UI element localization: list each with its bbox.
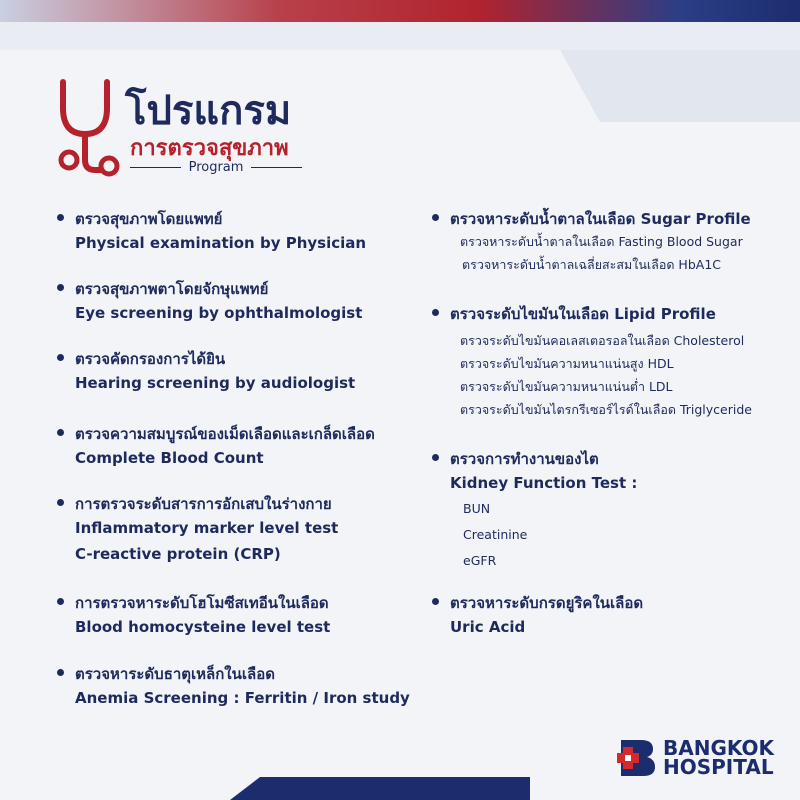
program-rule-right: [251, 167, 302, 168]
page-title: โปรแกรม: [125, 88, 292, 134]
item-title: ตรวจหาระดับน้ำตาลในเลือด Sugar Profile: [450, 210, 751, 228]
item-title: ตรวจระดับไขมันในเลือด Lipid Profile: [450, 305, 716, 323]
item-english: Complete Blood Count: [75, 449, 264, 467]
bullet: [57, 214, 64, 221]
item-english: Kidney Function Test :: [450, 474, 638, 492]
list-item-sugar: [450, 208, 751, 276]
bullet: [57, 598, 64, 605]
logo-line1: BANGKOK: [663, 736, 774, 760]
list-item: [75, 423, 375, 471]
sub-item: ตรวจระดับไขมันความหนาแน่นต่ำ LDL: [460, 379, 673, 394]
sub-item: ตรวจหาระดับน้ำตาลเฉลี่ยสะสมในเลือด HbA1C: [462, 257, 722, 272]
bullet: [432, 214, 439, 221]
list-item: [75, 663, 410, 711]
bangkok-hospital-logo-icon: [617, 738, 657, 778]
item-english: Inflammatory marker level test: [75, 519, 339, 537]
item-thai: ตรวจสุขภาพตาโดยจักษุแพทย์: [75, 280, 269, 298]
item-title: ตรวจการทำงานของไต: [450, 450, 599, 468]
list-item-kidney: [450, 448, 637, 574]
list-item: [75, 493, 338, 567]
program-label: [130, 160, 302, 175]
sub-item: ตรวจระดับไขมันไตรกรีเซอร์ไรด์ในเลือด Triglyceride: [460, 402, 752, 417]
bullet: [57, 354, 64, 361]
bullet: [57, 499, 64, 506]
item-english: Blood homocysteine level test: [75, 618, 331, 636]
program-rule-left: [130, 167, 181, 168]
sub-item: BUN: [463, 501, 491, 516]
list-item: [75, 278, 362, 326]
item-english: Uric Acid: [450, 618, 526, 636]
bullet: [432, 598, 439, 605]
page-subtitle: การตรวจสุขภาพ: [130, 136, 289, 161]
item-english: Eye screening by ophthalmologist: [75, 304, 363, 322]
item-thai: การตรวจหาระดับโฮโมซีสเทอีนในเลือด: [75, 594, 329, 612]
item-thai: ตรวจความสมบูรณ์ของเม็ดเลือดและเกล็ดเลือด: [75, 425, 375, 443]
bullet: [432, 309, 439, 316]
sub-item: Creatinine: [463, 527, 528, 542]
item-thai: ตรวจคัดกรองการได้ยิน: [75, 350, 226, 368]
item-thai: การตรวจระดับสารการอักเสบในร่างกาย: [75, 495, 332, 513]
sub-item: ตรวจระดับไขมันความหนาแน่นสูง HDL: [460, 356, 674, 371]
item-english: Anemia Screening : Ferritin / Iron study: [75, 689, 410, 707]
sub-item: ตรวจระดับไขมันคอเลสเตอรอลในเลือด Cholesterol: [460, 333, 745, 348]
stethoscope-icon: [55, 78, 123, 178]
list-item: [75, 348, 355, 396]
bullet: [432, 454, 439, 461]
logo-line2: HOSPITAL: [663, 755, 774, 779]
bullet: [57, 669, 64, 676]
item-english: Physical examination by Physician: [75, 234, 367, 252]
list-item-uric: [450, 592, 643, 640]
sub-item: eGFR: [463, 553, 497, 568]
sub-item: ตรวจหาระดับน้ำตาลในเลือด Fasting Blood Sugar: [460, 234, 743, 249]
top-gradient-bar: [0, 0, 800, 22]
bullet: [57, 284, 64, 291]
item-thai: ตรวจหาระดับธาตุเหล็กในเลือด: [75, 665, 275, 683]
item-english: C-reactive protein (CRP): [75, 545, 281, 563]
list-item: [75, 592, 330, 640]
list-item: [75, 208, 366, 256]
list-item-lipid: [450, 303, 752, 421]
logo-text: [663, 736, 774, 779]
program-text: Program: [188, 160, 244, 175]
bangkok-hospital-logo: [617, 738, 774, 778]
item-thai: ตรวจสุขภาพโดยแพทย์: [75, 210, 223, 228]
item-title: ตรวจหาระดับกรดยูริคในเลือด: [450, 594, 644, 612]
item-english: Hearing screening by audiologist: [75, 374, 356, 392]
bullet: [57, 429, 64, 436]
